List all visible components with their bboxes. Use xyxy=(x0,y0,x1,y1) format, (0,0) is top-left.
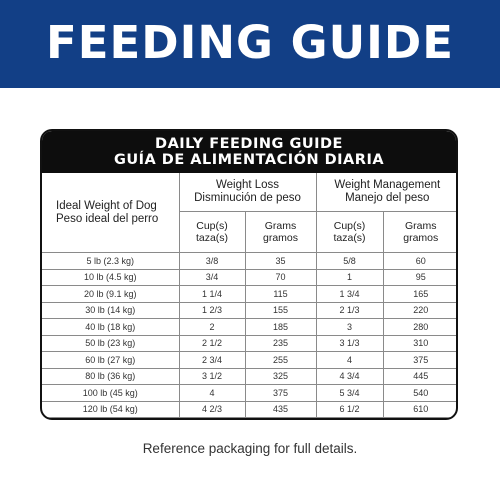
weight-management-cups-cell: 3 1/3 xyxy=(316,335,383,352)
weight-management-grams-cell: 220 xyxy=(383,302,458,319)
weight-loss-cups-cell: 3/4 xyxy=(179,269,245,286)
weight-loss-cups-cell: 2 1/2 xyxy=(179,335,245,352)
weight-loss-grams-cell: 435 xyxy=(245,401,316,418)
weight-loss-cups-cell: 4 2/3 xyxy=(179,401,245,418)
cups-label-es: taza(s) xyxy=(333,232,366,244)
dog-weight-cell: 60 lb (27 kg) xyxy=(42,352,179,369)
weight-loss-cups-cell: 1 2/3 xyxy=(179,302,245,319)
cups-label: Cup(s) xyxy=(333,220,366,232)
weight-management-grams-cell: 310 xyxy=(383,335,458,352)
weight-management-cups-cell: 1 xyxy=(316,269,383,286)
table-row xyxy=(42,302,458,319)
weight-management-label: Weight Management xyxy=(334,179,441,191)
dog-weight-cell: 120 lb (54 kg) xyxy=(42,401,179,418)
weight-management-cups-cell: 2 1/3 xyxy=(316,302,383,319)
weight-loss-grams-cell: 35 xyxy=(245,253,316,270)
weight-loss-cups-cell: 3 1/2 xyxy=(179,368,245,385)
weight-loss-grams-cell: 115 xyxy=(245,286,316,303)
weight-loss-grams-cell: 235 xyxy=(245,335,316,352)
weight-management-grams-cell: 445 xyxy=(383,368,458,385)
wl-cups-header xyxy=(179,212,245,253)
header-banner xyxy=(0,0,500,88)
weight-loss-cups-cell: 3/8 xyxy=(179,253,245,270)
weight-management-grams-cell: 60 xyxy=(383,253,458,270)
dog-weight-cell: 30 lb (14 kg) xyxy=(42,302,179,319)
weight-loss-grams-cell: 155 xyxy=(245,302,316,319)
feeding-table xyxy=(42,173,458,418)
page-title: FEEDING GUIDE xyxy=(46,15,454,69)
weight-loss-grams-cell: 70 xyxy=(245,269,316,286)
table-row xyxy=(42,401,458,418)
grams-label: Grams xyxy=(264,220,297,232)
weight-loss-cups-cell: 2 3/4 xyxy=(179,352,245,369)
weight-management-grams-cell: 280 xyxy=(383,319,458,336)
cups-label-es: taza(s) xyxy=(195,232,229,244)
card-title-es: GUÍA DE ALIMENTACIÓN DIARIA xyxy=(113,152,385,168)
table-row xyxy=(42,335,458,352)
dog-weight-cell: 5 lb (2.3 kg) xyxy=(42,253,179,270)
weight-loss-grams-cell: 375 xyxy=(245,385,316,402)
feeding-guide-card xyxy=(40,129,458,420)
dog-weight-cell: 100 lb (45 kg) xyxy=(42,385,179,402)
table-row xyxy=(42,319,458,336)
weight-loss-label-es: Disminución de peso xyxy=(194,192,301,204)
weight-loss-grams-cell: 325 xyxy=(245,368,316,385)
grams-label: Grams xyxy=(405,220,437,232)
ideal-weight-label: Ideal Weight of Dog xyxy=(56,199,157,212)
col-ideal-weight-header xyxy=(42,173,179,253)
weight-management-grams-cell: 375 xyxy=(383,352,458,369)
dog-weight-cell: 40 lb (18 kg) xyxy=(42,319,179,336)
wm-cups-header xyxy=(316,212,383,253)
grams-label-es: gramos xyxy=(263,232,299,244)
dog-weight-cell: 10 lb (4.5 kg) xyxy=(42,269,179,286)
weight-management-cups-cell: 4 xyxy=(316,352,383,369)
weight-loss-cups-cell: 2 xyxy=(179,319,245,336)
table-row xyxy=(42,269,458,286)
dog-weight-cell: 80 lb (36 kg) xyxy=(42,368,179,385)
card-header xyxy=(42,131,456,173)
table-row xyxy=(42,385,458,402)
weight-management-grams-cell: 165 xyxy=(383,286,458,303)
wl-grams-header xyxy=(245,212,316,253)
weight-management-label-es: Manejo del peso xyxy=(345,192,430,204)
ideal-weight-label-es: Peso ideal del perro xyxy=(56,212,159,225)
weight-loss-cups-cell: 1 1/4 xyxy=(179,286,245,303)
weight-loss-cups-cell: 4 xyxy=(179,385,245,402)
footer-note: Reference packaging for full details. xyxy=(142,441,358,456)
dog-weight-cell: 50 lb (23 kg) xyxy=(42,335,179,352)
weight-loss-grams-cell: 185 xyxy=(245,319,316,336)
weight-loss-grams-cell: 255 xyxy=(245,352,316,369)
card-title-en: DAILY FEEDING GUIDE xyxy=(155,136,343,152)
table-row xyxy=(42,368,458,385)
weight-management-grams-cell: 540 xyxy=(383,385,458,402)
col-weight-management-header xyxy=(316,173,458,212)
weight-management-grams-cell: 95 xyxy=(383,269,458,286)
table-row xyxy=(42,253,458,270)
weight-management-grams-cell: 610 xyxy=(383,401,458,418)
table-row xyxy=(42,286,458,303)
col-weight-loss-header xyxy=(179,173,316,212)
weight-management-cups-cell: 6 1/2 xyxy=(316,401,383,418)
grams-label-es: gramos xyxy=(403,232,439,244)
weight-management-cups-cell: 5 3/4 xyxy=(316,385,383,402)
cups-label: Cup(s) xyxy=(196,220,228,232)
weight-management-cups-cell: 1 3/4 xyxy=(316,286,383,303)
wm-grams-header xyxy=(383,212,458,253)
weight-management-cups-cell: 3 xyxy=(316,319,383,336)
table-row xyxy=(42,352,458,369)
dog-weight-cell: 20 lb (9.1 kg) xyxy=(42,286,179,303)
weight-management-cups-cell: 5/8 xyxy=(316,253,383,270)
weight-management-cups-cell: 4 3/4 xyxy=(316,368,383,385)
weight-loss-label: Weight Loss xyxy=(215,179,280,191)
